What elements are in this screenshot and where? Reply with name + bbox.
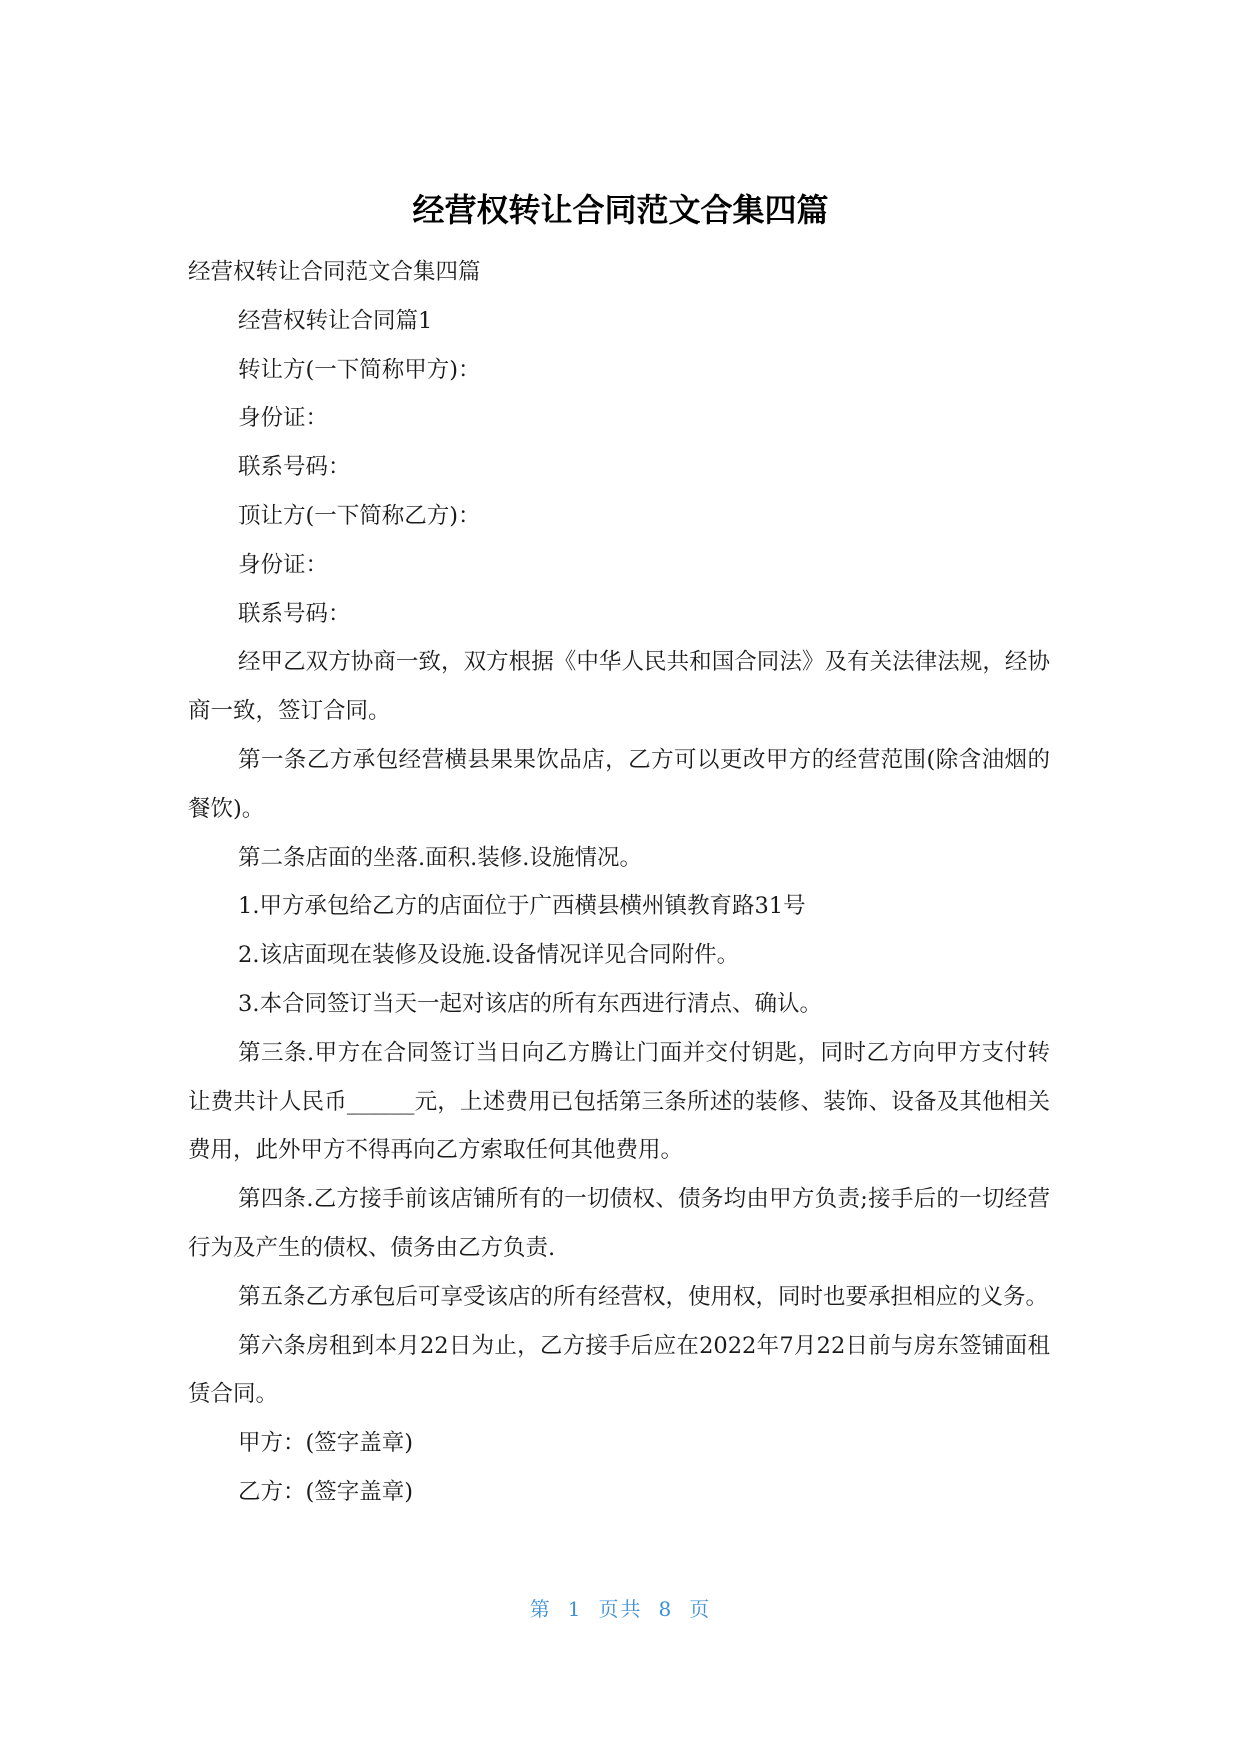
- footer-prefix: 第: [529, 1597, 552, 1621]
- preamble-paragraph: 经甲乙双方协商一致，双方根据《中华人民共和国合同法》及有关法律法规，经协商一致，签订合同。: [188, 649, 1050, 725]
- id-card-line: 身份证：: [238, 405, 329, 432]
- article-5: 第五条乙方承包后可享受该店的所有经营权，使用权，同时也要承担相应的义务。: [238, 1283, 1049, 1310]
- article-3: 第三条.甲方在合同签订当日向乙方腾让门面并交付钥匙，同时乙方向甲方支付转让费共计人民币______元，上述费用已包括第三条所述的装修、装饰、设备及其他相关费用，此外甲方不得再向乙方索取任何其他费用。: [188, 1039, 1050, 1164]
- section-heading: 经营权转让合同篇1: [238, 307, 433, 334]
- article-2-item-1: 1.甲方承包给乙方的店面位于广西横县横州镇教育路31号: [238, 893, 806, 920]
- subtitle-paragraph: 经营权转让合同范文合集四篇: [188, 259, 481, 285]
- footer-total-pages: 8: [658, 1597, 674, 1621]
- article-1: 第一条乙方承包经营横县果果饮品店，乙方可以更改甲方的经营范围(除含油烟的餐饮)。: [188, 746, 1050, 822]
- article-6: 第六条房租到本月22日为止，乙方接手后应在2022年7月22日前与房东签铺面租赁合同。: [188, 1332, 1050, 1408]
- footer-page-number: 1: [567, 1597, 583, 1621]
- page-footer: [0, 1593, 1241, 1622]
- footer-suffix: 页: [689, 1597, 712, 1621]
- document-body: [188, 248, 1050, 1517]
- party-b-signature: 乙方：(签字盖章): [238, 1478, 414, 1505]
- id-card-line: 身份证：: [238, 551, 329, 578]
- document-title: 经营权转让合同范文合集四篇: [412, 191, 829, 229]
- article-2-item-3: 3.本合同签订当天一起对该店的所有东西进行清点、确认。: [238, 990, 822, 1017]
- article-4: 第四条.乙方接手前该店铺所有的一切债权、债务均由甲方负责;接手后的一切经营行为及产生的债权、债务由乙方负责.: [188, 1186, 1050, 1261]
- footer-middle: 页共: [598, 1597, 643, 1621]
- transferor-line: 转让方(一下简称甲方)：: [238, 356, 481, 383]
- phone-line: 联系号码：: [238, 600, 351, 627]
- party-a-signature: 甲方：(签字盖章): [238, 1430, 414, 1457]
- phone-line: 联系号码：: [238, 454, 351, 481]
- article-2-item-2: 2.该店面现在装修及设施.设备情况详见合同附件。: [238, 942, 740, 969]
- article-2: 第二条店面的坐落.面积.装修.设施情况。: [238, 844, 642, 871]
- transferee-line: 顶让方(一下简称乙方)：: [238, 502, 481, 529]
